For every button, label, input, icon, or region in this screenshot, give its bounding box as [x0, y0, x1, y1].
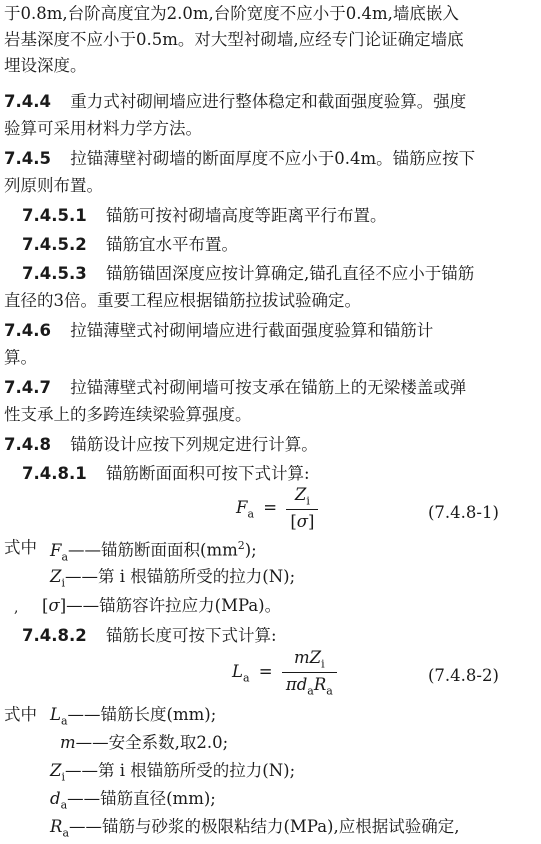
formula-lhs: $F_a$: [236, 497, 255, 520]
clause-7-4-4-cont: 验算可采用材料力学方法。: [4, 119, 202, 138]
body-line-3: 埋设深度。: [4, 56, 87, 75]
clause-7-4-5-3-cont: 直径的3倍。重要工程应根据锚筋拉拔试验确定。: [4, 291, 361, 310]
where-zi: $Z_i——$第 i 根锚筋所受的拉力(N);: [50, 567, 296, 590]
clause-7-4-7: [4, 380, 466, 397]
formula-fraction: $\frac{Z_i}{[\sigma]}$: [286, 485, 318, 531]
clause-7-4-6-cont: 算。: [4, 348, 37, 367]
clause-7-4-5-cont: 列原则布置。: [4, 176, 103, 195]
clause-7-4-4: [4, 94, 466, 111]
clause-number: 7.4.5.2: [22, 235, 87, 254]
equation-number: (7.4.8-2): [428, 666, 499, 685]
clause-number: 7.4.7: [4, 378, 51, 397]
clause-7-4-6: [4, 323, 433, 340]
clause-text: 锚筋长度可按下式计算:: [105, 626, 277, 645]
clause-text: 拉锚薄壁式衬砌闸墙可按支承在锚筋上的无梁楼盖或弹: [70, 378, 467, 397]
where-ra: $R_a——$锚筋与砂浆的极限粘结力(MPa),应根据试验确定,: [50, 817, 460, 840]
clause-text: 拉锚薄壁衬砌墙的断面厚度不应小于0.4m。锚筋应按下: [70, 149, 476, 168]
clause-7-4-5-1: [22, 208, 386, 225]
clause-text: 锚筋设计应按下列规定进行计算。: [70, 435, 318, 454]
where-da: $d_a——$锚筋直径(mm);: [50, 789, 216, 812]
clause-number: 7.4.8.2: [22, 626, 87, 645]
clause-7-4-7-cont: 性支承上的多跨连续梁验算强度。: [4, 405, 252, 424]
where-label: 式中: [4, 538, 37, 557]
clause-number: 7.4.4: [4, 92, 51, 111]
clause-number: 7.4.5.3: [22, 264, 87, 283]
formula-fraction: $\frac{mZ_i}{\pi d_aR_a}$: [282, 648, 337, 698]
clause-number: 7.4.8: [4, 435, 51, 454]
clause-text: 重力式衬砌闸墙应进行整体稳定和截面强度验算。强度: [70, 92, 467, 111]
formula-7-4-8-2: $L_a$ = $\frac{mZ_i}{\pi d_aR_a}$: [232, 648, 337, 698]
clause-text: 拉锚薄壁式衬砌闸墙应进行截面强度验算和锚筋计: [70, 321, 434, 340]
where-zi: $Z_i——$第 i 根锚筋所受的拉力(N);: [50, 761, 296, 784]
where-la: $L_a——$锚筋长度(mm);: [50, 705, 217, 728]
clause-number: 7.4.5: [4, 149, 51, 168]
where-label: 式中: [4, 705, 37, 724]
where-fa: $F_a——$锚筋断面面积$(mm^2)$;: [50, 539, 257, 563]
clause-7-4-5-2: [22, 237, 238, 254]
clause-text: 锚筋锚固深度应按计算确定,锚孔直径不应小于锚筋: [105, 264, 475, 283]
formula-7-4-8-1: $F_a$ = $\frac{Z_i}{[\sigma]}$: [236, 485, 318, 531]
where-m: m——安全系数,取2.0;: [60, 733, 229, 752]
clause-text: 锚筋宜水平布置。: [105, 235, 238, 254]
clause-7-4-8-1: [22, 466, 310, 483]
clause-7-4-5: [4, 151, 475, 168]
body-line-2: 岩基深度不应小于0.5m。对大型衬砌墙,应经专门论证确定墙底: [4, 30, 464, 49]
clause-7-4-5-3: [22, 266, 474, 283]
clause-number: 7.4.8.1: [22, 464, 87, 483]
clause-7-4-8-2: [22, 628, 277, 645]
stray-mark: ,: [14, 600, 19, 616]
equation-number: (7.4.8-1): [428, 503, 499, 522]
clause-number: 7.4.5.1: [22, 206, 87, 225]
body-line-1: 于0.8m,台阶高度宜为2.0m,台阶宽度不应小于0.4m,墙底嵌入: [4, 4, 459, 23]
clause-7-4-8: [4, 437, 318, 454]
where-sigma: [σ]——锚筋容许拉应力(MPa)。: [42, 596, 282, 615]
clause-number: 7.4.6: [4, 321, 51, 340]
clause-text: 锚筋断面面积可按下式计算:: [105, 464, 310, 483]
formula-lhs: $L_a$: [232, 662, 250, 685]
clause-text: 锚筋可按衬砌墙高度等距离平行布置。: [105, 206, 387, 225]
